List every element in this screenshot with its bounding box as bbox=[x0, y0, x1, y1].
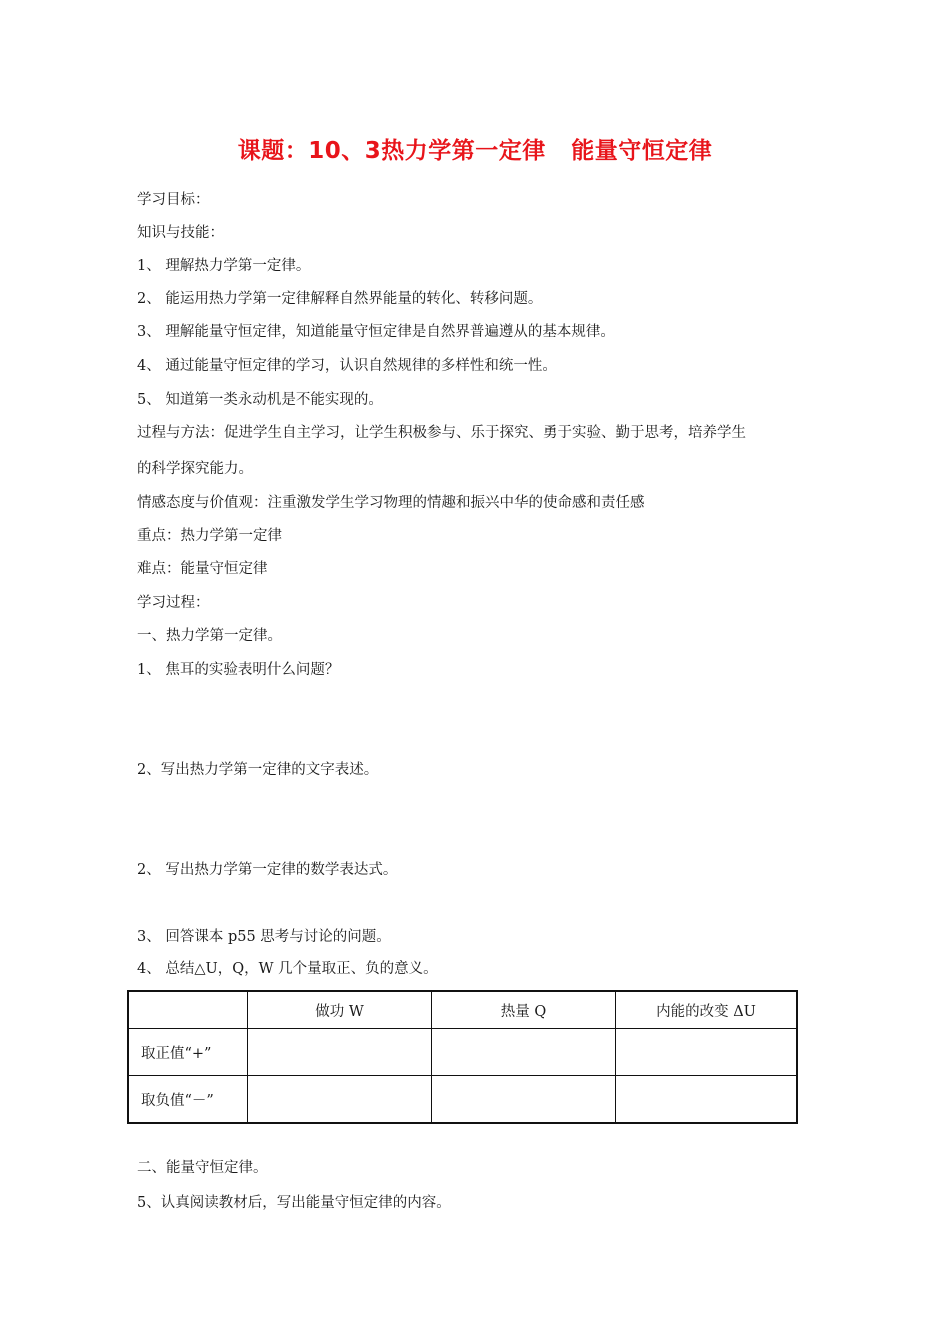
page-title: 课题：10、3热力学第一定律 能量守恒定律 bbox=[237, 138, 713, 164]
table-cell bbox=[248, 1076, 432, 1124]
table-header-cell bbox=[128, 991, 248, 1029]
attitude-values-text: 情感态度与价值观：注重激发学生学习物理的情趣和振兴中华的使命感和责任感 bbox=[137, 495, 645, 511]
key-point-text: 重点：热力学第一定律 bbox=[137, 528, 282, 544]
table-cell bbox=[616, 1029, 798, 1076]
process-method-text: 过程与方法：促进学生自主学习，让学生积极参与、乐于探究、勇于实验、勤于思考，培养学生 bbox=[137, 425, 746, 441]
table-cell bbox=[432, 1076, 616, 1124]
question-item: 1、 焦耳的实验表明什么问题？ bbox=[137, 662, 340, 678]
question-item: 5、认真阅读教材后，写出能量守恒定律的内容。 bbox=[137, 1195, 451, 1211]
process-heading: 学习过程： bbox=[137, 595, 210, 611]
objective-item: 5、 知道第一类永动机是不能实现的。 bbox=[137, 392, 383, 408]
table-header-cell: 内能的改变 ΔU bbox=[616, 991, 798, 1029]
table-cell bbox=[616, 1076, 798, 1124]
table-row bbox=[128, 1029, 797, 1076]
table-row-label: 取正值“+” bbox=[128, 1029, 248, 1076]
question-item: 2、写出热力学第一定律的文字表述。 bbox=[137, 762, 379, 778]
question-item: 4、 总结△U，Q，W 几个量取正、负的意义。 bbox=[137, 961, 438, 977]
process-method-text-cont: 的科学探究能力。 bbox=[137, 461, 253, 477]
table-row bbox=[128, 1076, 797, 1124]
objective-item: 2、 能运用热力学第一定律解释自然界能量的转化、转移问题。 bbox=[137, 291, 543, 307]
objective-item: 1、 理解热力学第一定律。 bbox=[137, 258, 311, 274]
table-cell bbox=[432, 1029, 616, 1076]
table-row-label: 取负值“－” bbox=[128, 1076, 248, 1124]
section-one-heading: 一、热力学第一定律。 bbox=[137, 628, 282, 644]
knowledge-skills-heading: 知识与技能： bbox=[137, 225, 224, 241]
objectives-heading: 学习目标： bbox=[137, 192, 210, 208]
objective-item: 3、 理解能量守恒定律，知道能量守恒定律是自然界普遍遵从的基本规律。 bbox=[137, 324, 615, 340]
table-header-row bbox=[128, 991, 797, 1029]
table-header-cell: 做功 W bbox=[248, 991, 432, 1029]
question-item: 2、 写出热力学第一定律的数学表达式。 bbox=[137, 862, 398, 878]
question-item: 3、 回答课本 p55 思考与讨论的问题。 bbox=[137, 929, 391, 945]
section-two-heading: 二、能量守恒定律。 bbox=[137, 1160, 268, 1176]
table-cell bbox=[248, 1029, 432, 1076]
difficulty-text: 难点：能量守恒定律 bbox=[137, 561, 268, 577]
sign-convention-table bbox=[127, 990, 798, 1124]
objective-item: 4、 通过能量守恒定律的学习，认识自然规律的多样性和统一性。 bbox=[137, 358, 557, 374]
table-header-cell: 热量 Q bbox=[432, 991, 616, 1029]
